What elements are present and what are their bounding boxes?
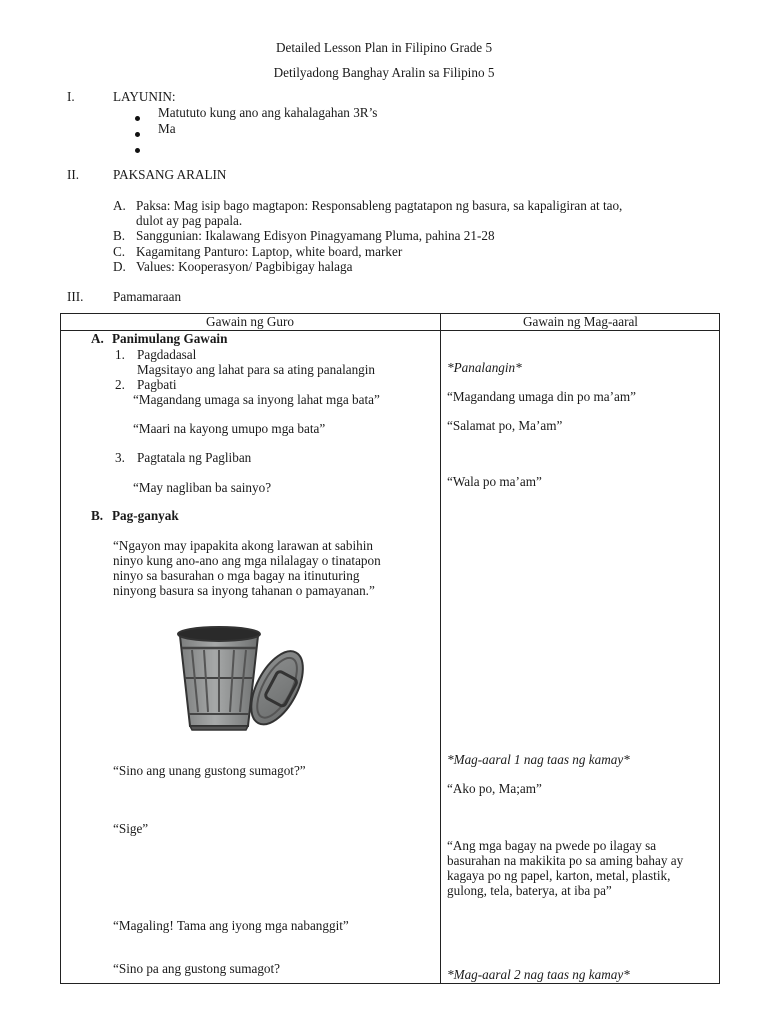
student-response: “Salamat po, Ma’am” <box>447 418 563 433</box>
section-title-layunin: LAYUNIN: <box>113 89 176 104</box>
section-title-pamamaraan: Pamamaraan <box>113 289 182 304</box>
step-number: 3. <box>115 450 125 465</box>
student-response: *Panalangin* <box>447 360 522 375</box>
step-title: Pagdadasal <box>137 347 197 362</box>
section-title-paksang-aralin: PAKSANG ARALIN <box>113 167 227 182</box>
document-subtitle: Detilyadong Banghay Aralin sa Filipino 5 <box>273 65 495 80</box>
bullet-icon <box>135 125 140 141</box>
student-answer-line: kagaya po ng papel, karton, metal, plastik, <box>447 868 671 883</box>
list-letter: C. <box>113 244 126 259</box>
bullet-icon <box>135 141 140 157</box>
teacher-line: “Magandang umaga sa inyong lahat mga bata” <box>133 392 380 407</box>
values-line: Values: Kooperasyon/ Pagbibigay halaga <box>136 259 353 274</box>
teacher-line: “Maari na kayong umupo mga bata” <box>133 421 326 436</box>
teacher-paragraph-line: “Ngayon may ipapakita akong larawan at sabihin <box>113 538 373 553</box>
teacher-line: Magsitayo ang lahat para sa ating panalangin <box>137 362 376 377</box>
teacher-question: “Sino ang unang gustong sumagot?” <box>113 763 306 778</box>
reference-line: Sanggunian: Ikalawang Edisyon Pinagyamang Pluma, pahina 21-28 <box>136 228 495 243</box>
section-letter: B. <box>91 508 104 523</box>
list-letter: A. <box>113 198 126 213</box>
list-letter: D. <box>113 259 126 274</box>
student-action: *Mag-aaral 2 nag taas ng kamay* <box>447 967 630 982</box>
student-column-header: Gawain ng Mag-aaral <box>523 314 638 329</box>
step-title: Pagbati <box>137 377 177 392</box>
teacher-praise: “Magaling! Tama ang iyong mga nabanggit” <box>113 918 349 933</box>
student-answer-line: “Ang mga bagay na pwede po ilagay sa <box>447 838 657 853</box>
section-number-2: II. <box>67 167 80 182</box>
teacher-paragraph-line: ninyong basura sa inyong tahanan o pamayanan.” <box>113 583 375 598</box>
student-answer-line: basurahan na makikita po sa aming bahay ay <box>447 853 684 868</box>
teacher-paragraph-line: ninyo sa basurahan o mga bagay na itinuturing <box>113 568 360 583</box>
pag-ganyak-heading: Pag-ganyak <box>112 508 179 523</box>
trash-can-icon <box>168 616 318 732</box>
subject-line-continued: dulot ay pag papala. <box>136 213 243 228</box>
student-response: “Ako po, Ma;am” <box>447 781 542 796</box>
column-divider <box>440 313 441 984</box>
step-number: 2. <box>115 377 125 392</box>
section-number-1: I. <box>67 89 75 104</box>
document-title: Detailed Lesson Plan in Filipino Grade 5 <box>275 40 493 55</box>
panimulang-gawain-heading: Panimulang Gawain <box>112 331 228 346</box>
subject-line: Paksa: Mag isip bago magtapon: Responsableng pagtatapon ng basura, sa kapaligiran at tao, <box>136 198 623 213</box>
objective-item: Matututo kung ano ang kahalagahan 3R’s <box>158 105 378 120</box>
teacher-line: “May nagliban ba sainyo? <box>133 480 272 495</box>
student-response: “Magandang umaga din po ma’am” <box>447 389 636 404</box>
section-number-3: III. <box>67 289 84 304</box>
step-number: 1. <box>115 347 125 362</box>
student-action: *Mag-aaral 1 nag taas ng kamay* <box>447 752 630 767</box>
student-response: “Wala po ma’am” <box>447 474 542 489</box>
teacher-column-header: Gawain ng Guro <box>206 314 294 329</box>
list-letter: B. <box>113 228 126 243</box>
teacher-paragraph-line: ninyo kung ano-ano ang mga nilalagay o tinatapon <box>113 553 381 568</box>
section-letter: A. <box>91 331 104 346</box>
materials-line: Kagamitang Panturo: Laptop, white board, marker <box>136 244 403 259</box>
teacher-line: “Sige” <box>113 821 149 836</box>
objective-item: Ma <box>158 121 176 136</box>
teacher-question: “Sino pa ang gustong sumagot? <box>113 961 281 976</box>
student-answer-line: gulong, tela, baterya, at iba pa” <box>447 883 612 898</box>
step-title: Pagtatala ng Pagliban <box>137 450 252 465</box>
bullet-icon <box>135 109 140 125</box>
